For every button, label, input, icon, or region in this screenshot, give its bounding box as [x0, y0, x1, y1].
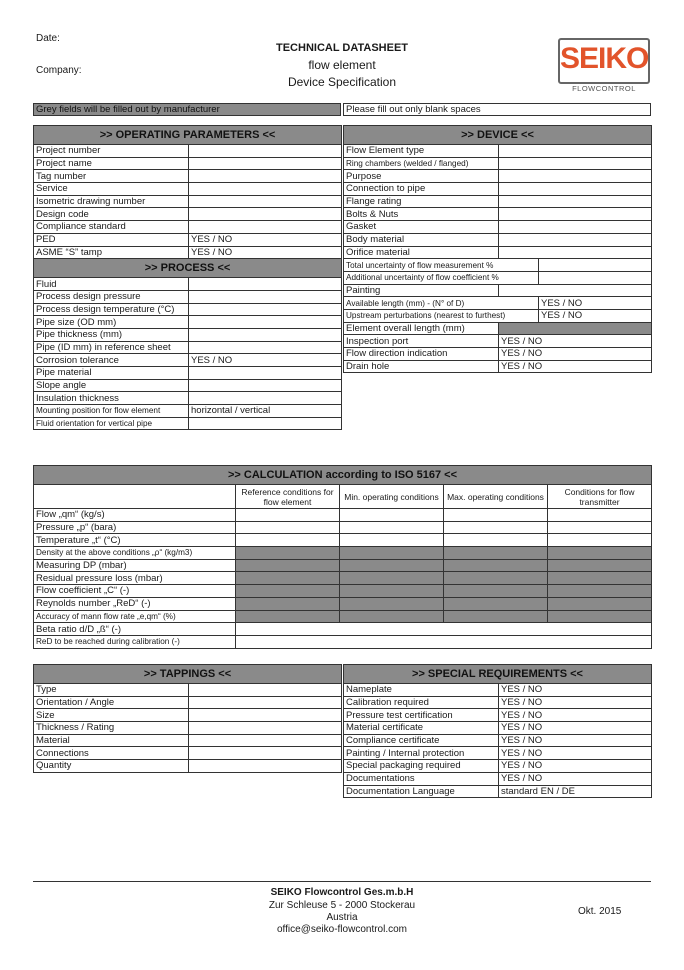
seiko-logo — [558, 38, 650, 98]
table-row — [34, 208, 342, 221]
field-label: Temperature „t“ (°C) — [34, 534, 236, 547]
table-row — [34, 341, 342, 354]
table-row — [344, 259, 652, 272]
section-header-row — [34, 665, 342, 684]
manufacturer-field — [548, 597, 652, 610]
manufacturer-field — [444, 572, 548, 585]
field-label: Inspection port — [344, 335, 499, 348]
table-row — [34, 684, 342, 697]
document-title: TECHNICAL DATASHEET — [276, 42, 408, 54]
special-requirements-table — [343, 664, 652, 798]
field-label: Density at the above conditions „ρ“ (kg/m3) — [34, 547, 236, 560]
field-input[interactable]: horizontal / vertical — [189, 405, 342, 418]
table-row — [34, 747, 342, 760]
table-row — [344, 170, 652, 183]
field-input[interactable]: YES / NO — [499, 734, 652, 747]
field-input[interactable] — [539, 271, 652, 284]
logo-text: SEIKO — [560, 42, 649, 75]
table-row — [34, 195, 342, 208]
field-label: Process design pressure — [34, 290, 189, 303]
table-row — [34, 367, 342, 380]
field-label: Pipe (ID mm) in reference sheet — [34, 341, 189, 354]
table-row — [34, 485, 652, 509]
table-row — [344, 747, 652, 760]
manufacturer-field — [548, 559, 652, 572]
field-label: Purpose — [344, 170, 499, 183]
footer-date: Okt. 2015 — [578, 906, 622, 917]
manufacturer-field — [499, 322, 652, 335]
field-input[interactable] — [499, 233, 652, 246]
table-row — [34, 509, 652, 522]
field-input[interactable] — [236, 635, 652, 648]
field-label: Tag number — [34, 170, 189, 183]
field-label: Nameplate — [344, 684, 499, 697]
field-input[interactable] — [340, 521, 444, 534]
footer-company: SEIKO Flowcontrol Ges.m.b.H — [270, 887, 414, 898]
table-row — [34, 278, 342, 291]
field-input[interactable] — [189, 145, 342, 158]
field-label: Flow Element type — [344, 145, 499, 158]
field-label: Reynolds number „ReD“ (-) — [34, 597, 236, 610]
device-table — [343, 125, 652, 373]
grey-fields-note: Grey fields will be filled out by manufacturer — [33, 103, 341, 116]
field-label: PED — [34, 233, 189, 246]
field-input[interactable]: YES / NO — [539, 297, 652, 310]
field-input[interactable] — [189, 316, 342, 329]
field-input[interactable] — [189, 392, 342, 405]
field-label: Thickness / Rating — [34, 722, 189, 735]
table-row — [34, 379, 342, 392]
table-row — [34, 734, 342, 747]
tappings-section-title: >> TAPPINGS << — [34, 665, 342, 684]
field-input[interactable] — [499, 246, 652, 259]
field-label: Isometric drawing number — [34, 195, 189, 208]
manufacturer-field — [340, 572, 444, 585]
column-header: Max. operating conditions — [444, 485, 548, 509]
table-row — [34, 521, 652, 534]
field-label: ASME “S” tamp — [34, 246, 189, 259]
field-input[interactable] — [548, 534, 652, 547]
field-label: Measuring DP (mbar) — [34, 559, 236, 572]
field-label: Orifice material — [344, 246, 499, 259]
field-input[interactable] — [340, 534, 444, 547]
field-input[interactable]: YES / NO — [499, 722, 652, 735]
table-row — [34, 157, 342, 170]
manufacturer-field — [548, 547, 652, 560]
field-input[interactable] — [499, 208, 652, 221]
manufacturer-field — [340, 585, 444, 598]
section-header-row — [344, 126, 652, 145]
field-label: Residual pressure loss (mbar) — [34, 572, 236, 585]
field-input[interactable] — [340, 509, 444, 522]
field-label: Mounting position for flow element — [34, 405, 189, 418]
table-row — [344, 696, 652, 709]
table-row — [344, 297, 652, 310]
field-label: Corrosion tolerance — [34, 354, 189, 367]
field-input[interactable] — [189, 278, 342, 291]
field-input[interactable] — [444, 521, 548, 534]
company-label: Company: — [36, 65, 82, 76]
table-row — [34, 709, 342, 722]
manufacturer-field — [236, 559, 340, 572]
manufacturer-field — [444, 597, 548, 610]
field-input[interactable] — [189, 760, 342, 773]
manufacturer-field — [340, 559, 444, 572]
field-label: Connection to pipe — [344, 183, 499, 196]
table-row — [344, 195, 652, 208]
field-label: Documentations — [344, 772, 499, 785]
field-label: Calibration required — [344, 696, 499, 709]
field-label: Gasket — [344, 221, 499, 234]
field-label: Flow „qm“ (kg/s) — [34, 509, 236, 522]
field-input[interactable] — [548, 509, 652, 522]
field-input[interactable] — [236, 509, 340, 522]
field-label: Design code — [34, 208, 189, 221]
table-row — [344, 183, 652, 196]
field-input[interactable]: YES / NO — [539, 309, 652, 322]
table-row — [344, 348, 652, 361]
table-row — [34, 610, 652, 623]
table-row — [34, 534, 652, 547]
document-subtitle-2: Device Specification — [287, 75, 397, 89]
table-row — [34, 145, 342, 158]
table-row — [34, 696, 342, 709]
field-input[interactable]: YES / NO — [189, 246, 342, 259]
manufacturer-field — [548, 610, 652, 623]
table-row — [34, 246, 342, 259]
field-input[interactable]: YES / NO — [499, 709, 652, 722]
field-label: Beta ratio d/D „ß“ (-) — [34, 623, 236, 636]
field-input[interactable]: YES / NO — [499, 747, 652, 760]
field-input[interactable] — [189, 170, 342, 183]
field-label: Painting / Internal protection — [344, 747, 499, 760]
field-label: Available length (mm) - (N° of D) — [344, 297, 539, 310]
table-row — [34, 585, 652, 598]
footer-address: Zur Schleuse 5 - 2000 Stockerau — [268, 900, 416, 911]
logo-subtext: FLOWCONTROL — [572, 84, 636, 93]
field-input[interactable] — [189, 221, 342, 234]
process-section-title: >> PROCESS << — [34, 259, 342, 278]
field-label: Pipe thickness (mm) — [34, 328, 189, 341]
field-input[interactable] — [189, 157, 342, 170]
blank-fields-note: Please fill out only blank spaces — [343, 103, 651, 116]
table-row — [344, 709, 652, 722]
field-label: Pipe size (OD mm) — [34, 316, 189, 329]
field-input[interactable] — [444, 534, 548, 547]
manufacturer-field — [444, 547, 548, 560]
table-row — [344, 772, 652, 785]
field-label: Compliance certificate — [344, 734, 499, 747]
table-row — [344, 785, 652, 798]
manufacturer-field — [548, 585, 652, 598]
column-header: Conditions for flow transmitter — [548, 485, 652, 509]
table-row — [34, 722, 342, 735]
field-label: Documentation Language — [344, 785, 499, 798]
field-label: Fluid — [34, 278, 189, 291]
field-input[interactable] — [189, 722, 342, 735]
field-label: Flow direction indication — [344, 348, 499, 361]
table-row — [344, 309, 652, 322]
field-input[interactable] — [189, 303, 342, 316]
field-label: Connections — [34, 747, 189, 760]
field-input[interactable] — [499, 221, 652, 234]
manufacturer-field — [236, 585, 340, 598]
field-label: Body material — [344, 233, 499, 246]
field-input[interactable] — [444, 509, 548, 522]
field-label: Compliance standard — [34, 221, 189, 234]
manufacturer-field — [444, 585, 548, 598]
field-label: Flange rating — [344, 195, 499, 208]
field-input[interactable] — [548, 521, 652, 534]
section-header-row — [34, 126, 342, 145]
field-label: Bolts & Nuts — [344, 208, 499, 221]
field-input[interactable] — [189, 747, 342, 760]
table-row — [344, 208, 652, 221]
field-label: Accuracy of mann flow rate „e,qm“ (%) — [34, 610, 236, 623]
table-row — [344, 734, 652, 747]
table-row — [34, 233, 342, 246]
manufacturer-field — [236, 572, 340, 585]
field-input[interactable]: YES / NO — [499, 760, 652, 773]
field-label: Pressure „p“ (bara) — [34, 521, 236, 534]
table-row — [34, 547, 652, 560]
tappings-table — [33, 664, 342, 773]
section-header-row — [34, 466, 652, 485]
table-row — [344, 360, 652, 373]
field-input[interactable] — [499, 145, 652, 158]
field-input[interactable] — [189, 290, 342, 303]
table-row — [34, 597, 652, 610]
field-label: Special packaging required — [344, 760, 499, 773]
field-input[interactable] — [189, 709, 342, 722]
field-label: Painting — [344, 284, 499, 297]
field-input[interactable]: YES / NO — [189, 233, 342, 246]
field-input[interactable] — [189, 328, 342, 341]
table-row — [34, 170, 342, 183]
device-section-title: >> DEVICE << — [344, 126, 652, 145]
table-row — [34, 760, 342, 773]
manufacturer-field — [444, 559, 548, 572]
field-input[interactable]: YES / NO — [499, 696, 652, 709]
table-row — [34, 572, 652, 585]
manufacturer-field — [236, 610, 340, 623]
field-label: Orientation / Angle — [34, 696, 189, 709]
manufacturer-field — [340, 610, 444, 623]
field-input[interactable] — [499, 195, 652, 208]
table-row — [34, 290, 342, 303]
field-input[interactable] — [189, 195, 342, 208]
field-input[interactable]: YES / NO — [499, 348, 652, 361]
field-input[interactable] — [236, 521, 340, 534]
footer-email: office@seiko-flowcontrol.com — [276, 924, 407, 935]
table-row — [34, 221, 342, 234]
special-requirements-title: >> SPECIAL REQUIREMENTS << — [344, 665, 652, 684]
field-input[interactable]: YES / NO — [189, 354, 342, 367]
field-input[interactable] — [189, 367, 342, 380]
field-label: Quantity — [34, 760, 189, 773]
column-header: Reference conditions for flow element — [236, 485, 340, 509]
table-row — [34, 623, 652, 636]
field-input[interactable] — [499, 183, 652, 196]
field-label: Service — [34, 183, 189, 196]
field-label: Material — [34, 734, 189, 747]
footer-country: Austria — [326, 912, 358, 923]
field-label: Type — [34, 684, 189, 697]
field-label: Pressure test certification — [344, 709, 499, 722]
field-label: Project name — [34, 157, 189, 170]
operating-section-title: >> OPERATING PARAMETERS << — [34, 126, 342, 145]
table-row — [344, 684, 652, 697]
field-input[interactable] — [236, 534, 340, 547]
manufacturer-field — [236, 597, 340, 610]
footer-divider — [33, 881, 651, 882]
operating-process-table — [33, 125, 342, 430]
field-label: Drain hole — [344, 360, 499, 373]
field-label: Fluid orientation for vertical pipe — [34, 417, 189, 430]
manufacturer-field — [340, 597, 444, 610]
field-input[interactable]: standard EN / DE — [499, 785, 652, 798]
field-input[interactable] — [539, 259, 652, 272]
field-label: ReD to be reached during calibration (-) — [34, 635, 236, 648]
table-row — [344, 221, 652, 234]
table-row — [34, 405, 342, 418]
column-header: Min. operating conditions — [340, 485, 444, 509]
field-label: Material certificate — [344, 722, 499, 735]
manufacturer-field — [236, 547, 340, 560]
table-row — [34, 354, 342, 367]
table-row — [344, 284, 652, 297]
field-label: Insulation thickness — [34, 392, 189, 405]
field-input[interactable] — [499, 170, 652, 183]
manufacturer-field — [340, 547, 444, 560]
field-label: Ring chambers (welded / flanged) — [344, 157, 499, 170]
table-row — [344, 233, 652, 246]
table-row — [34, 303, 342, 316]
field-label: Element overall length (mm) — [344, 322, 499, 335]
field-label: Flow coefficient „C“ (-) — [34, 585, 236, 598]
table-row — [34, 316, 342, 329]
table-row — [344, 760, 652, 773]
field-input[interactable] — [189, 183, 342, 196]
table-row — [344, 271, 652, 284]
calculation-section-title: >> CALCULATION according to ISO 5167 << — [34, 466, 652, 485]
field-input[interactable] — [499, 284, 652, 297]
table-row — [344, 322, 652, 335]
field-label: Size — [34, 709, 189, 722]
field-input[interactable]: YES / NO — [499, 335, 652, 348]
field-label: Additional uncertainty of flow coefficient % — [344, 271, 539, 284]
table-row — [34, 417, 342, 430]
field-input[interactable] — [189, 696, 342, 709]
field-input[interactable]: YES / NO — [499, 772, 652, 785]
field-label: Total uncertainty of flow measurement % — [344, 259, 539, 272]
date-label: Date: — [36, 33, 60, 44]
calculation-table — [33, 465, 652, 649]
document-subtitle: flow element — [308, 58, 376, 72]
table-row — [344, 157, 652, 170]
manufacturer-field — [444, 610, 548, 623]
field-input[interactable] — [189, 208, 342, 221]
field-input[interactable] — [189, 379, 342, 392]
field-input[interactable]: YES / NO — [499, 360, 652, 373]
manufacturer-field — [548, 572, 652, 585]
field-label: Upstream perturbations (nearest to furthest) — [344, 309, 539, 322]
field-input[interactable] — [189, 417, 342, 430]
field-input[interactable] — [189, 734, 342, 747]
table-row — [34, 328, 342, 341]
table-row — [34, 392, 342, 405]
field-input[interactable] — [236, 623, 652, 636]
field-label: Slope angle — [34, 379, 189, 392]
table-row — [344, 722, 652, 735]
table-row — [344, 335, 652, 348]
field-label: Project number — [34, 145, 189, 158]
table-row — [344, 145, 652, 158]
table-row — [34, 635, 652, 648]
field-label: Process design temperature (°C) — [34, 303, 189, 316]
field-input[interactable]: YES / NO — [499, 684, 652, 697]
corner-cell — [34, 485, 236, 509]
table-row — [344, 246, 652, 259]
field-input[interactable] — [189, 341, 342, 354]
field-label: Pipe material — [34, 367, 189, 380]
field-input[interactable] — [189, 684, 342, 697]
table-row — [34, 183, 342, 196]
section-header-row — [344, 665, 652, 684]
table-row — [34, 559, 652, 572]
field-input[interactable] — [499, 157, 652, 170]
section-header-row — [34, 259, 342, 278]
